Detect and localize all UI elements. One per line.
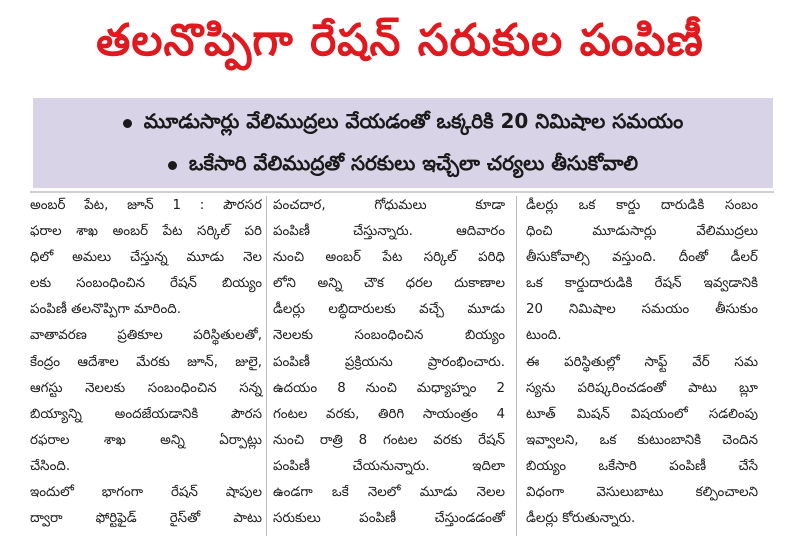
text-line: డీలర్లు కోరుతున్నారు. xyxy=(526,511,636,527)
text-line: లోని అన్ని చౌక ధరల దుకాణాల xyxy=(273,276,505,292)
text-line: ఒక కార్డుదారుడికి రేషన్ ఇవ్వడానికి xyxy=(526,276,758,292)
text-line: డీలర్లు ఒక కార్డు దారుడికి సంబం xyxy=(526,198,758,213)
text-line: ధించి మూడుసార్లు వేలిముద్రలు xyxy=(526,224,758,240)
text-line: ఇవ్వాలని, ఒక కుటుంబానికి చెందిన xyxy=(526,432,758,448)
text-line: నుంచి రాత్రి 8 గంటల వరకు రేషన్ xyxy=(273,432,505,448)
text-line: తీసుకోవాల్సి వస్తుంది. దీంతో డీలర్ xyxy=(526,250,758,266)
text-line: ఆగస్టు నెలలకు సంబంధించిన సన్న xyxy=(30,380,262,396)
text-line: బియ్యాన్ని అందజేయడానికి పౌరస xyxy=(30,406,262,422)
text-line: పంపిణీ ప్రక్రియను ప్రారంభించారు. xyxy=(273,354,505,370)
text-line: ధిలో అమలు చేస్తున్న మూడు నెల xyxy=(30,250,262,266)
text-line: బియ్యం ఒకేసారి పంపిణీ చేసే xyxy=(526,458,758,474)
bullet-icon xyxy=(123,119,132,128)
article-column-3 xyxy=(526,193,758,541)
subheading-1 xyxy=(33,103,773,143)
article-column-2 xyxy=(273,193,505,541)
subheading-2-text: ఒకేసారి వేలిముద్రతో సరకులు ఇచ్చేలా చర్యలు తీసుకోవాలి xyxy=(188,150,639,175)
text-line: నుంచి అంబర్ పేట సర్కిల్ పరిధి xyxy=(273,250,505,266)
text-line: చేసింది. xyxy=(30,458,71,474)
text-line: టుంది. xyxy=(526,328,562,344)
text-line: ఉండగా ఒకే నెలలో మూడు నెలల xyxy=(273,485,505,501)
text-line: గంటల వరకు, తిరిగి సాయంత్రం 4 xyxy=(273,406,505,422)
text-line: ఈ పరిస్థితుల్లో సాఫ్ట్ వేర్ సమ xyxy=(526,354,758,370)
text-line: ఇందులో భాగంగా రేషన్ షాపుల xyxy=(30,485,262,501)
text-line: పంచదార, గోధుమలు కూడా xyxy=(273,198,505,213)
headline: తలనొప్పిగా రేషన్ సరుకుల పంపిణీ xyxy=(96,15,704,66)
text-line: పంపిణీ చేయనున్నారు. ఇదిలా xyxy=(273,458,505,474)
text-line: ఫరాల శాఖ అంబర్ పేట సర్కిల్ పరి xyxy=(30,224,262,240)
text-line: పంపిణీ తలనొప్పిగా మారింది. xyxy=(30,302,181,318)
text-line: నెలలకు సంబంధించిన బియ్యం xyxy=(273,328,505,344)
text-line: వాతావరణ ప్రతికూల పరిస్థితులతో, xyxy=(30,328,262,344)
text-line: లకు సంబంధించిన రేషన్ బియ్యం xyxy=(30,276,262,292)
column-divider xyxy=(516,196,517,536)
text-line: పంపిణీ చేస్తున్నారు. ఆదివారం xyxy=(273,224,505,240)
headline-banner xyxy=(0,0,800,92)
text-line: సరుకులు పంపిణీ చేస్తుండడంతో xyxy=(273,511,505,527)
text-line: డీలర్లు లబ్ధిదారులకు వచ్చే మూడు xyxy=(273,302,505,318)
text-line: కేంద్రం ఆదేశాల మేరకు జూన్, జులై, xyxy=(30,354,262,370)
text-line: రఫరాల శాఖ అన్ని ఏర్పాట్లు xyxy=(30,432,262,448)
text-line: స్యను పరిష్కరించడంతో పాటు బ్లూ xyxy=(526,380,758,396)
text-line: అంబర్ పేట, జూన్ 1 : పౌరసర xyxy=(30,198,262,213)
text-line: ఉదయం 8 నుంచి మధ్యాహ్నం 2 xyxy=(273,380,505,396)
text-line: టూత్ మిషన్ విషయంలో సడలింపు xyxy=(526,406,758,422)
subheading-2 xyxy=(33,145,773,185)
text-line: విధంగా వెసులుబాటు కల్పించాలని xyxy=(526,485,758,501)
bullet-icon xyxy=(168,161,177,170)
subheading-1-text: మూడుసార్లు వేలిముద్రలు వేయడంతో ఒక్కరికి 20 నిమిషాల సమయం xyxy=(143,108,684,133)
column-divider xyxy=(266,196,267,536)
article-column-1 xyxy=(30,193,262,541)
text-line: 20 నిమిషాల సమయం తీసుకుం xyxy=(526,302,758,318)
text-line: ద్వారా ఫోర్టిఫైడ్ రైస్‌తో పాటు xyxy=(30,511,262,527)
subheading-box xyxy=(33,98,773,188)
